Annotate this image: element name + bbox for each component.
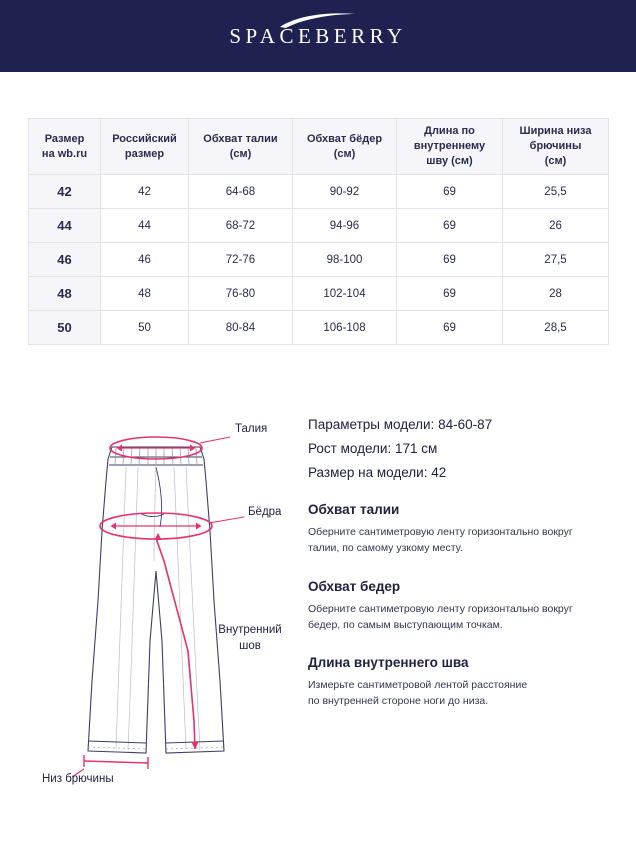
label-inseam-line1: Внутренний [218,624,282,636]
table-header-row [29,119,609,175]
instruction-hips [308,579,608,634]
model-params-label: Параметры модели: [308,417,435,432]
instruction-inseam-title: Длина внутреннего шва [308,655,469,671]
cell-wb-size: 42 [29,175,101,209]
model-height-value: 171 см [394,441,438,456]
brand-logo [229,24,406,49]
cell-hem-width: 28 [503,277,609,311]
col-header-inseam: Длина по внутреннему шву (см) [397,119,503,175]
cell-waist: 64-68 [189,175,293,209]
size-table-head [29,119,609,175]
cell-inseam: 69 [397,311,503,345]
label-inseam [206,623,294,654]
model-height-line [308,441,608,456]
col-header-hips: Обхват бёдер (см) [293,119,397,175]
cell-inseam: 69 [397,175,503,209]
cell-wb-size: 48 [29,277,101,311]
cell-ru-size: 50 [101,311,189,345]
cell-hem-width: 27,5 [503,243,609,277]
cell-hem-width: 26 [503,209,609,243]
cell-wb-size: 50 [29,311,101,345]
page-header [0,0,636,72]
cell-inseam: 69 [397,277,503,311]
instruction-waist-text: Оберните сантиметровую ленту горизонтально вокруг талии, по самому узкому месту. [308,526,573,555]
model-size-label: Размер на модели: [308,465,428,480]
cell-hips: 94-96 [293,209,397,243]
model-params-value: 84-60-87 [438,417,493,432]
cell-ru-size: 46 [101,243,189,277]
cell-hips: 106-108 [293,311,397,345]
swoosh-icon [276,12,360,35]
cell-hips: 90-92 [293,175,397,209]
pants-illustration [28,401,300,801]
table-row [29,209,609,243]
table-row [29,175,609,209]
instruction-waist-title: Обхват талии [308,502,400,517]
cell-waist: 76-80 [189,277,293,311]
model-height-label: Рост модели: [308,441,392,456]
col-header-hem-width: Ширина низа брючины (см) [503,119,609,175]
table-row [29,243,609,277]
model-size-line [308,465,608,480]
cell-hips: 102-104 [293,277,397,311]
brand-name: SPACEBERRY [229,23,407,48]
cell-inseam: 69 [397,209,503,243]
cell-ru-size: 44 [101,209,189,243]
cell-wb-size: 44 [29,209,101,243]
cell-hips: 98-100 [293,243,397,277]
cell-ru-size: 48 [101,277,189,311]
label-inseam-line2: шов [239,639,261,652]
cell-waist: 72-76 [189,243,293,277]
cell-waist: 80-84 [189,311,293,345]
size-table-body [29,175,609,345]
cell-hem-width: 28,5 [503,311,609,345]
size-table [28,118,609,345]
col-header-ru-size: Российский размер [101,119,189,175]
measurement-guide-section [0,401,636,801]
cell-wb-size: 46 [29,243,101,277]
pants-diagram [28,401,300,801]
model-size-value: 42 [431,465,447,480]
model-params-line [308,417,608,432]
label-waist: Талия [235,423,268,435]
col-header-wb-size: Размер на wb.ru [29,119,101,175]
col-header-waist: Обхват талии (см) [189,119,293,175]
table-row [29,311,609,345]
size-table-container [28,118,608,345]
instruction-inseam [308,655,608,710]
cell-waist: 68-72 [189,209,293,243]
instruction-inseam-text: Измерьте сантиметровой лентой расстояние по внутренней стороне ноги до низа. [308,679,528,708]
instruction-hips-text: Оберните сантиметровую ленту горизонтально вокруг бедер, по самым выступающим точкам. [308,602,573,631]
cell-ru-size: 42 [101,175,189,209]
model-info-column [308,401,608,801]
instruction-hips-title: Обхват бедер [308,578,401,594]
cell-hem-width: 25,5 [503,175,609,209]
label-hem: Низ брючины [42,773,114,785]
instruction-waist [308,502,608,557]
cell-inseam: 69 [397,243,503,277]
table-row [29,277,609,311]
label-hips: Бёдра [248,506,282,518]
